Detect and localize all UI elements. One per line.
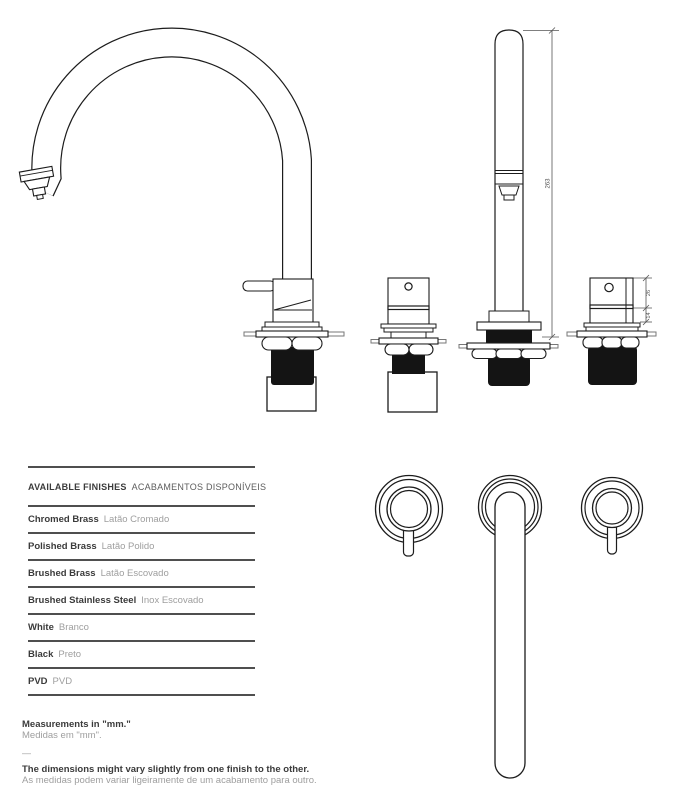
- finish-row: [28, 534, 255, 561]
- finish-name-pt: Branco: [58, 622, 89, 633]
- dimension-handle-lower: 14: [646, 312, 652, 319]
- finishes-table-header: [28, 466, 267, 507]
- spout-tube-top-view: [495, 492, 525, 778]
- finish-row: [28, 507, 255, 534]
- finish-row: [28, 642, 255, 669]
- finish-name-en: Black: [28, 649, 54, 660]
- finish-name-pt: Preto: [58, 649, 82, 660]
- finishes-title-pt: ACABAMENTOS DISPONÍVEIS: [131, 481, 267, 492]
- finish-name-en: Chromed Brass: [28, 514, 99, 525]
- footer-notes: [22, 719, 352, 786]
- lever-handle-side: [243, 281, 275, 291]
- finish-name-pt: PVD: [52, 676, 73, 687]
- finish-name-en: White: [28, 622, 54, 633]
- dimension-handle-upper: 26: [646, 289, 652, 297]
- handle-pin-hole: [605, 283, 613, 291]
- finish-name-en: Brushed Brass: [28, 568, 96, 579]
- finish-name-pt: Latão Polido: [101, 541, 155, 552]
- finish-row: [28, 588, 255, 615]
- tolerance-note-en: The dimensions might vary slightly from one finish to the other.: [22, 764, 310, 775]
- finish-name-en: Polished Brass: [28, 541, 97, 552]
- finish-name-en: PVD: [28, 676, 48, 687]
- dimension-spout-height: 263: [545, 178, 552, 189]
- finish-name-en: Brushed Stainless Steel: [28, 595, 137, 606]
- valve-side-view-drawing: [371, 278, 446, 412]
- tolerance-note-pt: As medidas podem variar ligeiramente de um acabamento para outro.: [22, 775, 317, 786]
- valve-front-view-drawing: [567, 275, 656, 385]
- finishes-title-en: AVAILABLE FINISHES: [28, 481, 127, 492]
- finish-row: [28, 561, 255, 588]
- spout-top-view: [479, 476, 542, 779]
- finish-name-pt: Latão Cromado: [103, 514, 170, 525]
- spout-front-view-drawing: [459, 28, 559, 387]
- finish-row: [28, 669, 255, 696]
- notes-separator: —: [22, 748, 31, 758]
- finish-name-pt: Inox Escovado: [141, 595, 204, 606]
- measurements-note-pt: Medidas em "mm".: [22, 730, 102, 741]
- dimension-lines-spout: [523, 28, 559, 341]
- handle-pin-hole: [405, 283, 412, 290]
- finish-name-pt: Latão Escovado: [100, 568, 169, 579]
- aerator-front: [499, 186, 519, 195]
- finish-row: [28, 615, 255, 642]
- finishes-table: [28, 466, 267, 696]
- handle-top-view-left: [376, 476, 443, 557]
- handle-top-view-right: [582, 478, 643, 555]
- measurements-note-en: Measurements in "mm.": [22, 719, 131, 730]
- faucet-side-view-drawing: [19, 42, 344, 411]
